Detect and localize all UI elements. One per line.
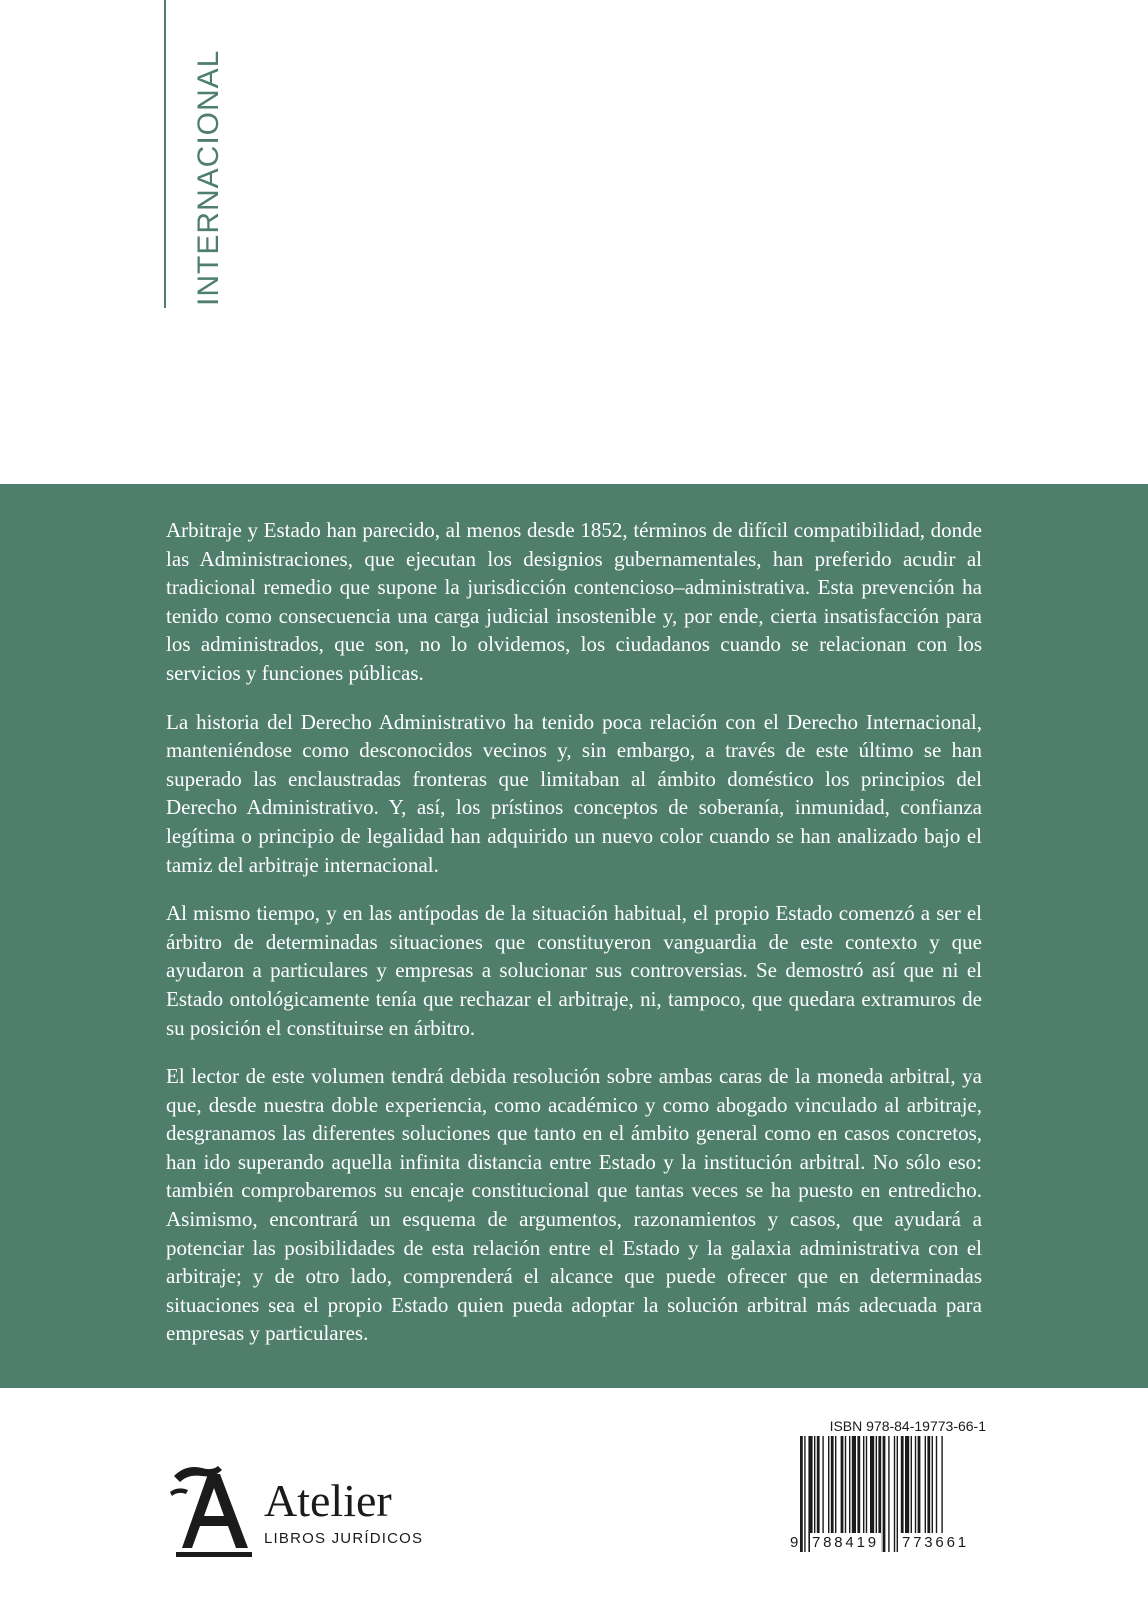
barcode-digits [790, 1533, 986, 1553]
series-divider-line [164, 0, 166, 308]
blurb-paragraph-3: Al mismo tiempo, y en las antípodas de la situación habitual, el propio Estado comenzó a ser el árbitro de determinadas situaciones que constituyeron vanguardia de este contexto y que ayudaron a particulares y empresas a solucionar sus controversias. Se demostró así que ni el Estado ontológicamente tenía que rechazar el arbitraje, ni, tampoco, que quedara extramuros de su posición el constituirse en árbitro. [166, 901, 982, 1040]
blurb-paragraph-1: Arbitraje y Estado han parecido, al menos desde 1852, términos de difícil compatibilidad, donde las Administraciones, que ejecutan los designios gubernamentales, han preferido acudir al tradicional remedio que supone la jurisdicción contencioso–administrativa. Esta prevención ha tenido como consecuencia una carga judicial insostenible y, por ende, cierta insatisfacción para los administrados, que son, no lo olvidemos, los ciudadanos cuando se relacionan con los servicios y funciones públicas. [166, 518, 982, 685]
blurb-text [166, 516, 982, 1368]
barcode-digits-right: 773661 [902, 1534, 969, 1551]
atelier-a-monogram-icon [168, 1462, 254, 1558]
publisher-tagline: LIBROS JURÍDICOS [264, 1530, 424, 1547]
publisher-name: Atelier [264, 1475, 392, 1526]
blurb-paragraph-2: La historia del Derecho Administrativo ha tenido poca relación con el Derecho Internacional, manteniéndose como desconocidos vecinos y, sin embargo, a través de este último se han superado las enclaustradas fronteras que limitaban al ámbito doméstico los principios del Derecho Administrativo. Y, así, los prístinos conceptos de soberanía, inmunidad, confianza legítima o principio de legalidad han adquirido un nuevo color cuando se han analizado bajo el tamiz del arbitraje internacional. [166, 709, 982, 877]
barcode-digit-first: 9 [790, 1534, 799, 1551]
barcode-digits-left: 788419 [812, 1534, 879, 1551]
publisher-logo [168, 1462, 468, 1562]
blurb-paragraph-4: El lector de este volumen tendrá debida resolución sobre ambas caras de la moneda arbitral, ya que, desde nuestra doble experiencia, como académico y como abogado vinculado al arbitraje, desgranamos las diferentes soluciones que tanto en el ámbito general como en casos concretos, han ido superando aquella infinita distancia entre Estado y la institución arbitral. No sólo eso: también comprobaremos su encaje constitucional que tantas veces se ha puesto en entredicho. Asimismo, encontrará un esquema de argumentos, razonamientos y casos, que ayudará a potenciar las posibilidades de esta relación entre el Estado y la galaxia administrativa con el arbitraje; y de otro lado, comprenderá el alcance que puede ofrecer que en determinadas situaciones sea el propio Estado quien pueda adoptar la solución arbitral más adecuada para empresas y particulares. [166, 1064, 982, 1346]
isbn-label: ISBN 978-84-19773-66-1 [829, 1418, 986, 1434]
series-label: INTERNACIONAL [192, 49, 225, 306]
